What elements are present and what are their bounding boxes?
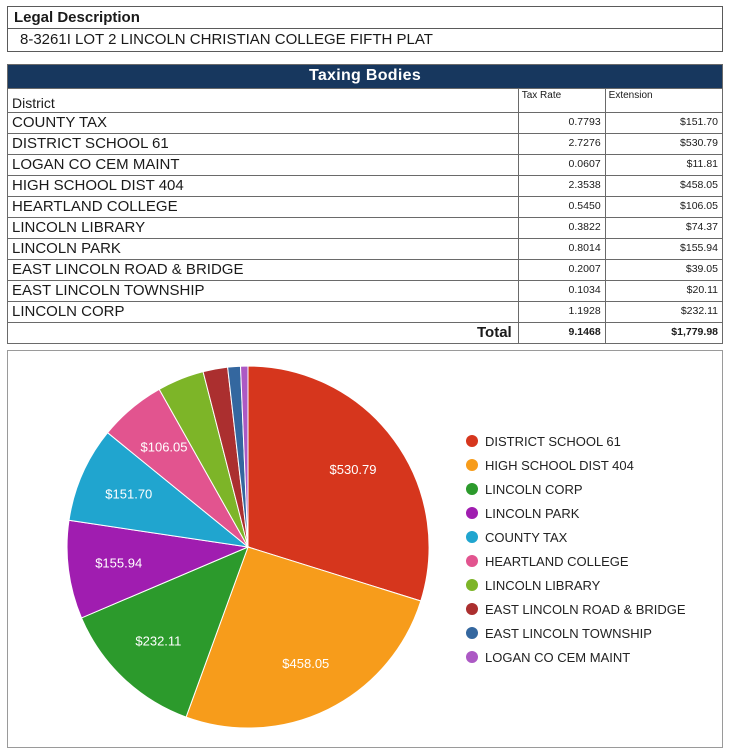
table-row [8, 176, 723, 197]
legend-color-dot [466, 603, 478, 615]
district-cell: HEARTLAND COLLEGE [8, 197, 519, 218]
legend-color-dot [466, 627, 478, 639]
column-header-tax-rate: Tax Rate [518, 89, 605, 113]
total-extension: $1,779.98 [605, 323, 722, 344]
pie-slice-label: $106.05 [140, 439, 188, 455]
legend-item [466, 650, 686, 665]
table-row [8, 239, 723, 260]
column-header-district: District [8, 89, 519, 113]
taxing-bodies-table [7, 64, 723, 344]
legend-item [466, 458, 686, 473]
extension-cell: $530.79 [605, 134, 722, 155]
extension-cell: $106.05 [605, 197, 722, 218]
legend-label: HIGH SCHOOL DIST 404 [485, 457, 634, 473]
pie-chart-area [8, 351, 466, 747]
legend-label: HEARTLAND COLLEGE [485, 553, 629, 569]
extension-cell: $39.05 [605, 260, 722, 281]
district-cell: LINCOLN LIBRARY [8, 218, 519, 239]
taxing-bodies-title: Taxing Bodies [8, 65, 723, 89]
legal-description-value: 8-3261I LOT 2 LINCOLN CHRISTIAN COLLEGE FIFTH PLAT [8, 29, 723, 52]
legal-description-section [7, 6, 723, 52]
legend-item [466, 482, 686, 497]
extension-cell: $155.94 [605, 239, 722, 260]
legal-description-header-row [8, 7, 723, 29]
table-row [8, 155, 723, 176]
column-header-extension: Extension [605, 89, 722, 113]
legend-label: LINCOLN PARK [485, 505, 580, 521]
extension-cell: $458.05 [605, 176, 722, 197]
legend-item [466, 602, 686, 617]
legend-label: EAST LINCOLN ROAD & BRIDGE [485, 601, 686, 617]
legend-label: LINCOLN CORP [485, 481, 583, 497]
tax-extension-chart-section [7, 350, 723, 748]
legend-item [466, 626, 686, 641]
taxing-bodies-title-row [8, 65, 723, 89]
district-cell: EAST LINCOLN ROAD & BRIDGE [8, 260, 519, 281]
tax-rate-cell: 0.3822 [518, 218, 605, 239]
legend-color-dot [466, 507, 478, 519]
pie-slice-label: $458.05 [282, 655, 330, 671]
pie-chart [8, 351, 466, 747]
pie-slice-label: $155.94 [95, 555, 143, 571]
district-cell: LINCOLN PARK [8, 239, 519, 260]
legend-item [466, 434, 686, 449]
pie-legend [466, 351, 690, 747]
pie-slice-label: $232.11 [135, 633, 182, 649]
table-row [8, 302, 723, 323]
total-tax-rate: 9.1468 [518, 323, 605, 344]
pie-slice-label: $530.79 [329, 461, 377, 477]
taxing-bodies-rows [8, 113, 723, 323]
legend-color-dot [466, 579, 478, 591]
legend-color-dot [466, 555, 478, 567]
tax-rate-cell: 0.1034 [518, 281, 605, 302]
legal-description-title: Legal Description [8, 7, 723, 29]
district-cell: COUNTY TAX [8, 113, 519, 134]
table-row [8, 260, 723, 281]
tax-rate-cell: 2.7276 [518, 134, 605, 155]
district-cell: DISTRICT SCHOOL 61 [8, 134, 519, 155]
extension-cell: $232.11 [605, 302, 722, 323]
legend-item [466, 506, 686, 521]
extension-cell: $74.37 [605, 218, 722, 239]
legend-label: EAST LINCOLN TOWNSHIP [485, 625, 652, 641]
legend-label: LOGAN CO CEM MAINT [485, 649, 631, 665]
legend-color-dot [466, 531, 478, 543]
legend-label: LINCOLN LIBRARY [485, 577, 601, 593]
legend-label: DISTRICT SCHOOL 61 [485, 433, 621, 449]
extension-cell: $11.81 [605, 155, 722, 176]
legend-color-dot [466, 435, 478, 447]
extension-cell: $151.70 [605, 113, 722, 134]
pie-slice-label: $151.70 [105, 486, 153, 502]
legend-color-dot [466, 651, 478, 663]
tax-rate-cell: 0.7793 [518, 113, 605, 134]
extension-cell: $20.11 [605, 281, 722, 302]
table-row [8, 281, 723, 302]
legend-color-dot [466, 459, 478, 471]
tax-rate-cell: 0.0607 [518, 155, 605, 176]
district-cell: EAST LINCOLN TOWNSHIP [8, 281, 519, 302]
table-row [8, 113, 723, 134]
legal-description-value-row [8, 29, 723, 52]
tax-rate-cell: 0.8014 [518, 239, 605, 260]
taxing-bodies-column-header-row [8, 89, 723, 113]
legend-item [466, 578, 686, 593]
table-row [8, 218, 723, 239]
legend-color-dot [466, 483, 478, 495]
tax-rate-cell: 0.5450 [518, 197, 605, 218]
tax-rate-cell: 0.2007 [518, 260, 605, 281]
district-cell: HIGH SCHOOL DIST 404 [8, 176, 519, 197]
legend-item [466, 530, 686, 545]
table-row [8, 134, 723, 155]
legend-label: COUNTY TAX [485, 529, 568, 545]
legend-item [466, 554, 686, 569]
tax-rate-cell: 2.3538 [518, 176, 605, 197]
district-cell: LINCOLN CORP [8, 302, 519, 323]
total-row [8, 323, 723, 344]
tax-rate-cell: 1.1928 [518, 302, 605, 323]
table-row [8, 197, 723, 218]
district-cell: LOGAN CO CEM MAINT [8, 155, 519, 176]
total-label: Total [8, 323, 519, 344]
